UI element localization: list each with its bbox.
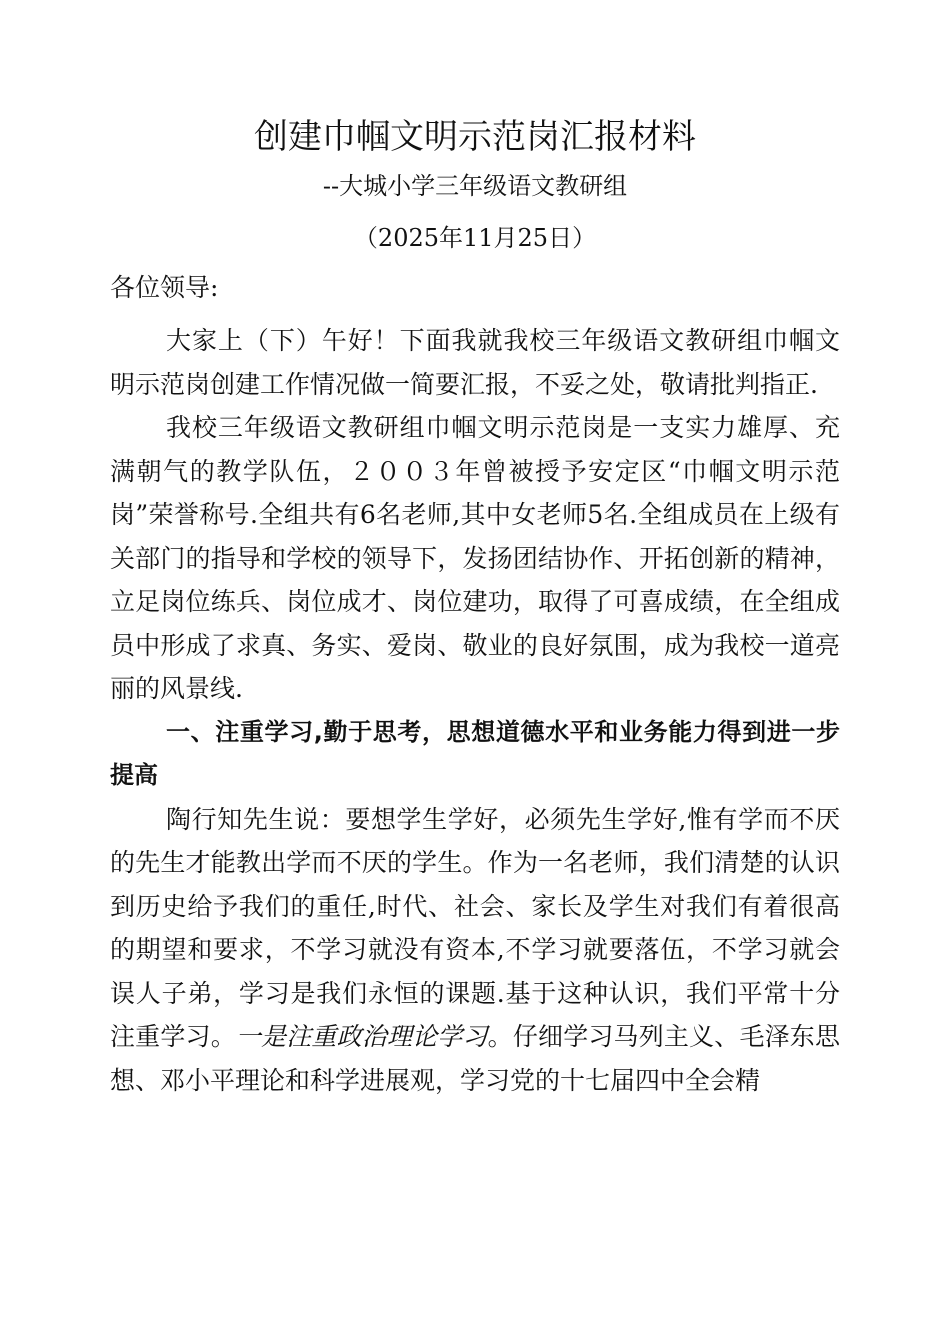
document-body [110, 319, 840, 1102]
paragraph-study-continued: 。仔细学习马列主义、毛泽东思想、邓小平理论和科学进展观，学习党的十七届四中全会精 [110, 1022, 840, 1095]
document-date: （2025年11月25日） [353, 224, 597, 252]
paragraph-study [110, 798, 840, 1103]
document-subtitle: --大城小学三年级语文教研组 [322, 172, 628, 200]
document-title: 创建巾帼文明示范岗汇报材料 [254, 117, 696, 157]
section-heading-1: 一、注重学习,勤于思考，思想道德水平和业务能力得到进一步提高 [110, 717, 840, 789]
paragraph-greeting: 大家上（下）午好！下面我就我校三年级语文教研组巾帼文明示范岗创建工作情况做一简要汇报，不妥之处，敬请批判指正. [110, 326, 840, 399]
paragraph-study-text: 陶行知先生说：要想学生学好，必须先生学好,惟有学而不厌的先生才能教出学而不厌的学生。作为一名老师，我们清楚的认识到历史给予我们的重任,时代、社会、家长及学生对我们有着很高的期望和要求，不学习就没有资本,不学习就要落伍，不学习就会误人子弟，学习是我们永恒的课题.基于这种认识，我们平常十分注重学习。 [110, 804, 840, 1051]
emphasis-political-study: 一是注重政治理论学习 [235, 1022, 488, 1051]
salutation: 各位领导: [110, 273, 219, 302]
paragraph-team-intro: 我校三年级语文教研组巾帼文明示范岗是一支实力雄厚、充满朝气的教学队伍，２００３年曾被授予安定区“巾帼文明示范岗”荣誉称号.全组共有6名老师,其中女老师5名.全组成员在上级有关部门的指导和学校的领导下，发扬团结协作、开拓创新的精神，立足岗位练兵、岗位成才、岗位建功，取得了可喜成绩，在全组成员中形成了求真、务实、爱岗、敬业的良好氛围，成为我校一道亮丽的风景线. [110, 413, 840, 703]
